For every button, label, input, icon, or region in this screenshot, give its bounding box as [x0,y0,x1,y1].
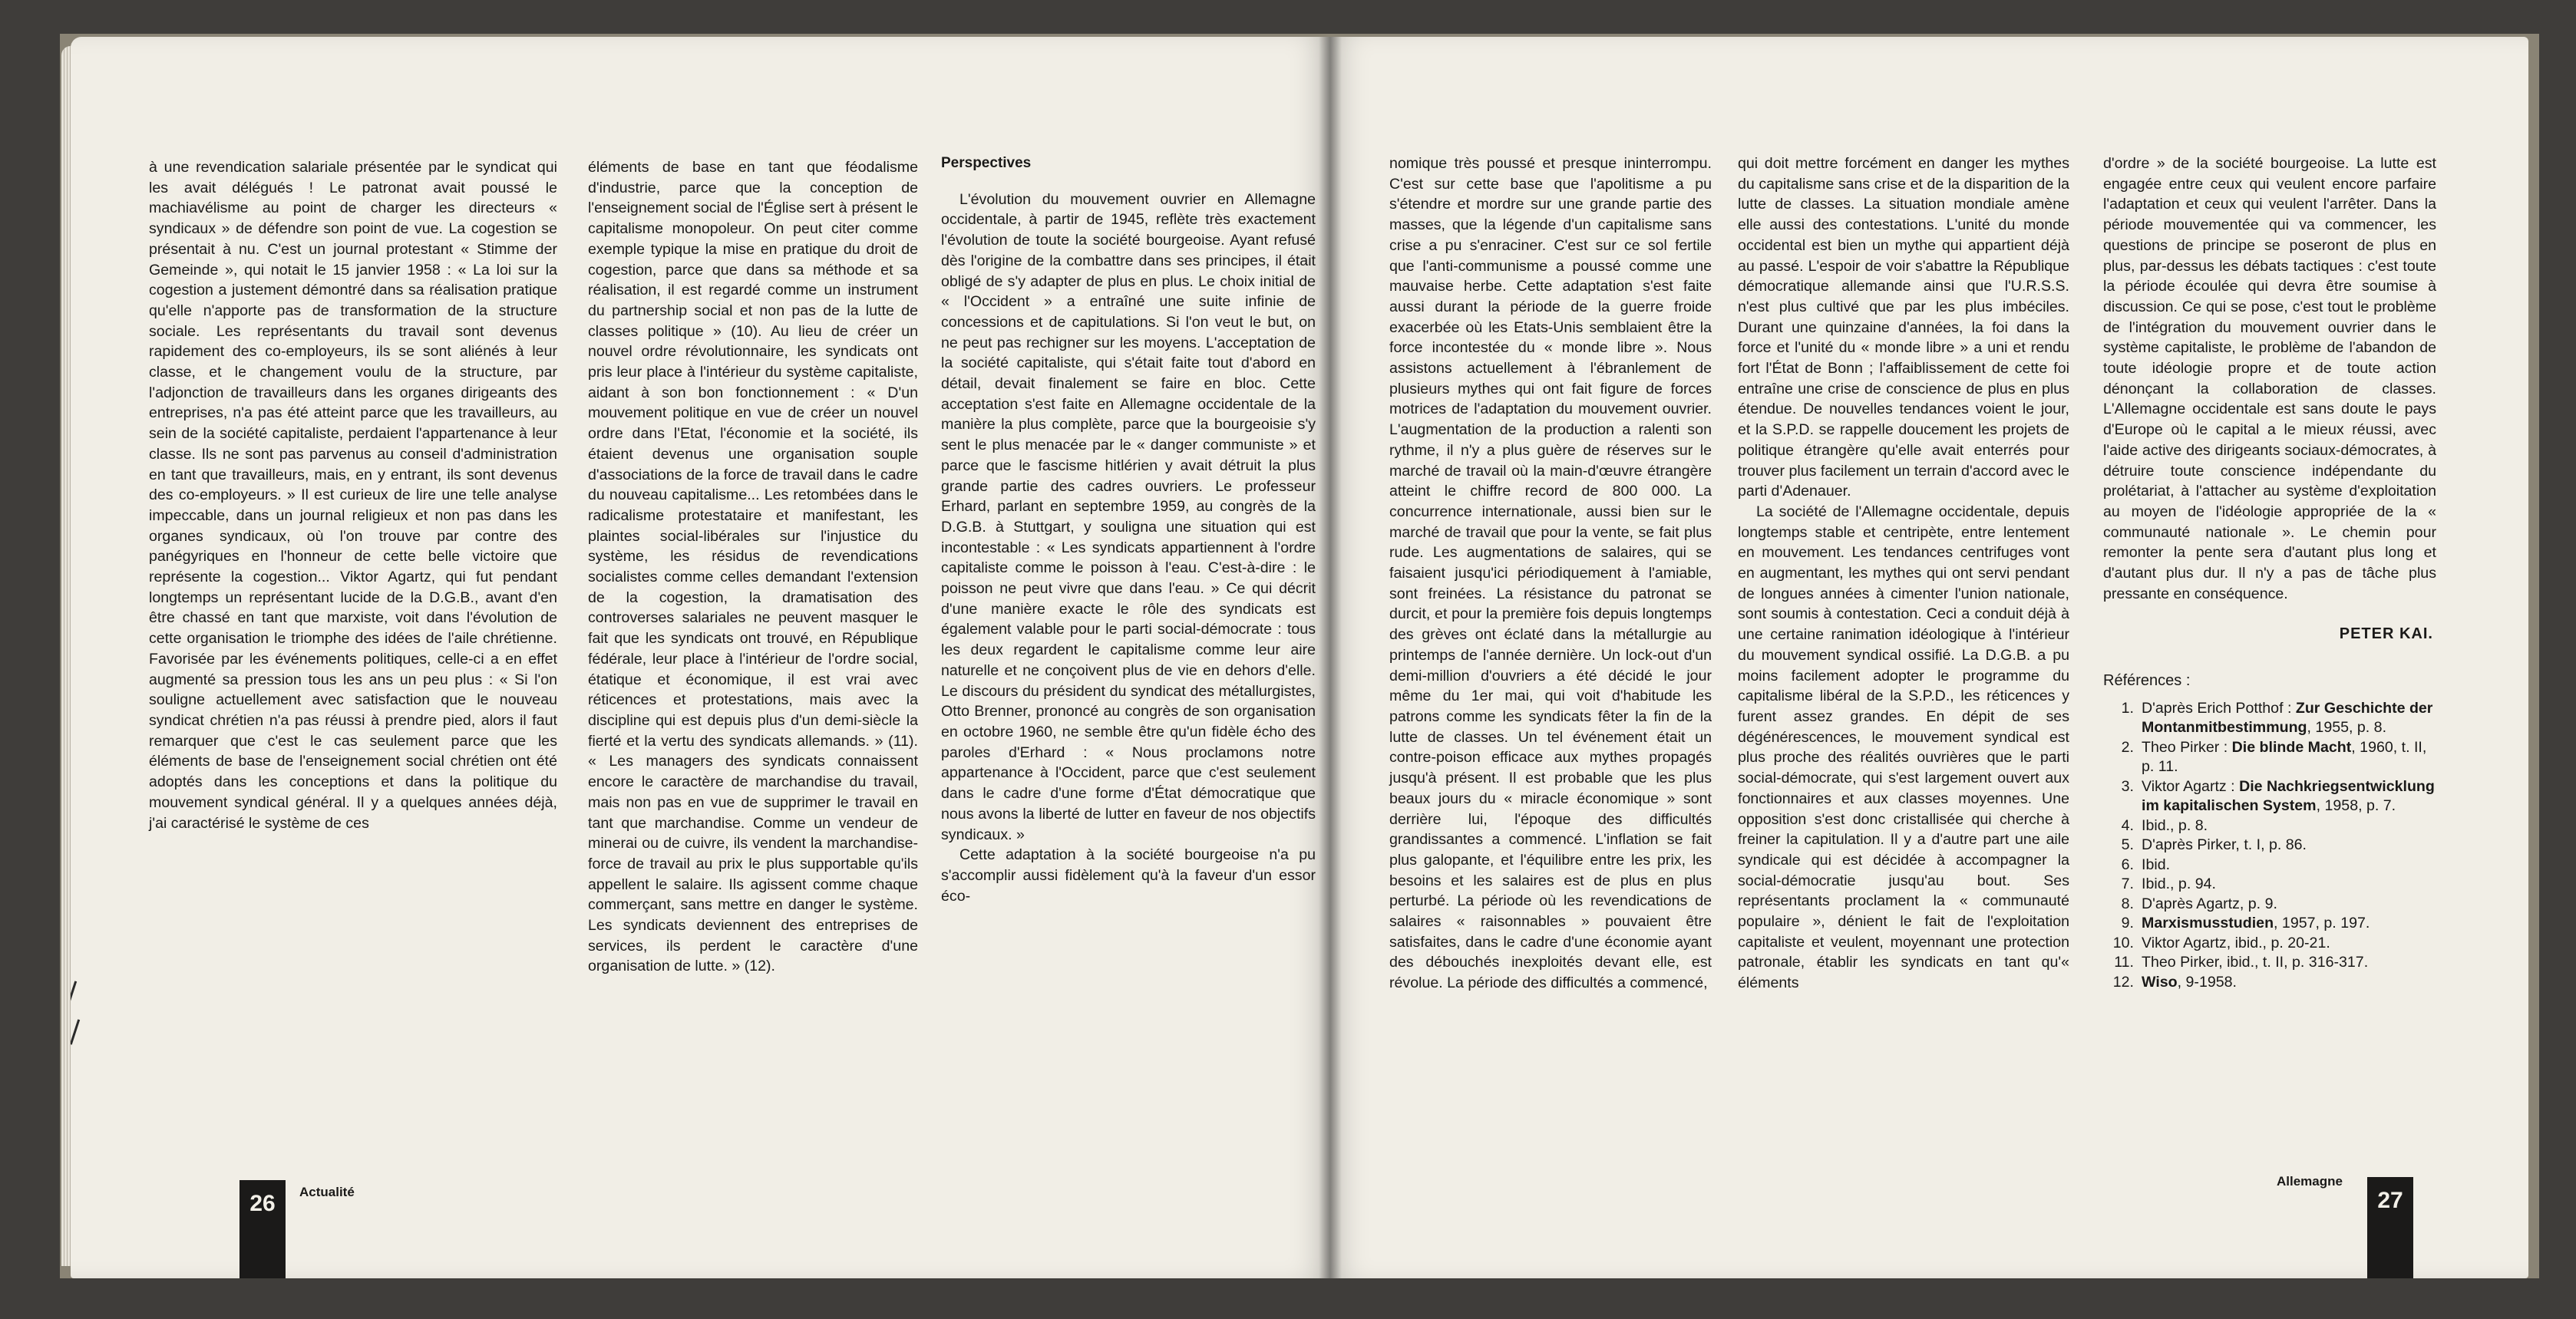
paragraph: La société de l'Allemagne occidentale, depuis longtemps stable et centripète, entre lentement en mouvement. Les tendances centrifuges vont en augmentant, les mythes qui ont servi pendant de longues années à cimenter l'union nationale, sont soumis à contestation. Ceci a conduit déjà à une certaine ranimation idéologique à l'intérieur du mouvement syndical ossifié. La D.G.B. a pu moins facilement adopter le programme du capitalisme libéral de la S.P.D., les réticences y furent assez grandes. En dépit de ses dégénérescences, le mouvement syndical est plus proche des réalités ouvrières que le parti social-démocrate, qui s'est largement ouvert aux fonctionnaires et aux classes moyennes. Une opposition s'est donc cristallisée qui cherche à freiner la capitulation. Il y a d'autre part une aile syndicale qui est décidée à accompagner la social-démocratie jusqu'au bout. Ses représentants proclament la « communauté populaire », dénient le fait de l'exploitation capitaliste et veulent, moyennant une protection patronale, établir les syndicats en tant qu'« éléments [1738,503,2069,992]
author-signature: PETER KAI. [2339,625,2433,643]
reference-item [2103,875,2436,895]
reference-author: Theo Pirker, ibid., t. II, p. 316-317. [2142,954,2369,971]
reference-item [2103,699,2436,738]
reference-details: , 9-1958. [2177,973,2237,991]
section-heading: Perspectives [941,155,1032,171]
reference-number: 10. [2112,934,2134,951]
reference-number: 8. [2121,895,2134,912]
right-column-1 [1389,153,1712,994]
reference-details: , 1957, p. 197. [2274,915,2370,932]
reference-number: 11. [2114,954,2134,971]
reference-author: D'après Erich Potthof : [2142,699,2296,717]
paragraph: d'ordre » de la société bourgeoise. La lutte est engagée entre ceux qui veulent encore parfaire l'adaptation et ceux qui veulent l'arrêter. Dans la période mouvementée qui va commencer, les questions de principe se poseront de plus en plus, par-dessus les débats tactiques : c'est toute la période écoulée qui devra être soumise à discussion. Ce qui se pose, c'est tout le problème de l'intégration du mouvement ouvrier dans le système capitaliste, le problème de l'abandon de toute idéologie propre et de toute action dénonçant la collaboration de classes. L'Allemagne occidentale est sans doute le pays d'Europe où le capital a le mieux réussi, avec l'aide active des dirigeants sociaux-démocrates, à détruire toute conscience indépendante du prolétariat, à l'attacher au système d'exploitation au moyen de l'idéologie appropriée de la « communauté nationale ». Le chemin pour remonter la pente sera d'autant plus long et d'autant plus dur. Il n'y a pas de tâche plus pressante en conséquence. [2103,155,2436,602]
reference-author: Ibid., p. 8. [2142,816,2208,834]
paragraph: Cette adaptation à la société bourgeoise n'a pu s'accomplir aussi fidèlement qu'à la faveur d'un essor éco- [941,846,1316,905]
paragraph: à une revendication salariale présentée par le syndicat qui les avait délégués ! Le patronat avait poussé le machiavélisme au point de charger les directeurs « syndicaux » de défendre son point de vue. La cogestion se présentait à nu. C'est un journal protestant « Stimme der Gemeinde », qui notait le 15 janvier 1958 : « La loi sur la cogestion a justement démontré dans sa réalisation pratique qu'elle n'apporte pas de transformation de la structure sociale. Les représentants du travail sont devenus rapidement des co-employeurs, ils se sont aliénés à leur classe, et le changement voulu de la structure, par l'adjonction de travailleurs dans les organes dirigeants des entreprises, n'a pas été atteint parce que les travailleurs, au sein de la société capitaliste, perdaient l'appartenance à leur classe. Ils ne sont pas parvenus au conseil d'administration en tant que travailleurs, mais, en y entrant, ils sont devenus des co-employeurs. » Il est curieux de lire une telle analyse impeccable, dans un journal religieux et non pas dans les organes syndicaux, où l'on trouve par contre des panégyriques en l'honneur de cette belle victoire que représente la cogestion... Viktor Agartz, qui fut pendant longtemps un représentant lucide de la D.G.B., avant d'en être chassé en tant que marxiste, voit dans l'évolution de cette organisation le triomphe des idées de l'aile chrétienne. Favorisée par les événements politiques, celle-ci a en effet augmenté sa pression tous les ans un peu plus : « Si l'on souligne actuellement avec satisfaction que le nouveau syndicat chrétien n'a pas réussi à prendre pied, alors il faut remarquer que c'est le cas seulement parce que les éléments de base de l'enseignement social chrétien ont été adoptés dans les conceptions et dans la politique du mouvement syndical général. Il y a quelques années déjà, j'ai caractérisé le système de ces [149,159,557,832]
paragraph: L'évolution du mouvement ouvrier en Allemagne occidentale, à partir de 1945, reflète très exactement l'évolution de toute la société bourgeoise. Ayant refusé dès l'origine de la combattre dans ses principes, il était obligé de s'y adapter de plus en plus. Le choix initial de « l'Occident » a entraîné une suite infinie de concessions et de capitulations. Si l'on veut le but, on ne peut pas rechigner sur les moyens. L'acceptation de la société capitaliste, qui s'était faite tout d'abord en détail, devait finalement se faire en bloc. Cette acceptation s'est faite en Allemagne occidentale de la manière la plus complète, parce que la bourgeoisie s'y sent le plus menacée par le « danger communiste » et parce que le fascisme hitlérien y avait détruit la plus grande partie des cadres ouvriers. Le professeur Erhard, parlant en septembre 1959, au congrès de la D.G.B. à Stuttgart, y souligna une situation qui est incontestable : « Les syndicats appartiennent à l'ordre capitaliste comme le poisson à l'eau. C'est-à-dire : le poisson ne peut vivre que dans l'eau. » Ce qui décrit d'une manière exacte le rôle des syndicats est également valable pour le parti social-démocrate : tous les deux regardent le capitalisme comme leur aire naturelle et ne conçoivent plus de vie en dehors d'elle. Le discours du président du syndicat des métallurgistes, Otto Brenner, prononcé au congrès de son organisation en octobre 1960, ne semble être qu'un fidèle écho des paroles d'Erhard : « Nous proclamons notre appartenance à l'Occident, parce que c'est seulement dans le cadre d'une forme d'État démocratique que nous avons la liberté de lutter en faveur de nos objectifs syndicaux. » [941,190,1316,843]
reference-number: 7. [2121,875,2134,893]
reference-number: 2. [2121,738,2134,756]
right-column-3 [2103,153,2436,992]
reference-text [2142,777,2436,816]
reference-item [2103,738,2436,777]
reference-item [2103,816,2436,836]
right-column-2 [1738,153,2069,994]
reference-text [2142,934,2330,954]
reference-item [2103,973,2436,993]
reference-title: Die Nachkriegsentwicklung im kapitalischen System [2142,777,2435,815]
reference-text [2142,699,2436,738]
reference-text [2142,836,2307,856]
reference-author: Ibid. [2142,856,2171,873]
reference-text [2142,953,2368,973]
section-label-left: Actualité [299,1185,355,1199]
reference-details: , 1955, p. 8. [2307,719,2387,737]
page-number-left: 26 [239,1180,286,1278]
reference-item [2103,895,2436,915]
references-title: Références : [2103,672,2191,690]
reference-text [2142,738,2436,777]
reference-author: Ibid., p. 94. [2142,875,2216,893]
left-column-2 [588,157,918,977]
reference-title: Wiso [2142,973,2178,991]
paragraph: nomique très poussé et presque ininterrompu. C'est sur cette base que l'apolitisme a pu s'étendre et mordre sur une grande partie des masses, que la légende d'un capitalisme sans crise a pu s'enraciner. C'est sur ce sol fertile que l'anti-communisme a poussé comme une mauvaise herbe. Cette adaptation s'est faite aussi durant la période de la guerre froide exacerbée où les Etats-Unis semblaient être la force incontestée du « monde libre ». Nous assistons actuellement à l'ébranlement de plusieurs mythes qui ont fait figure de forces motrices de l'adaptation du mouvement ouvrier. L'augmentation de la production a ralenti son rythme, il n'y a plus guère de réserves sur le marché de travail où la main-d'œuvre étrangère atteint le chiffre record de 800 000. La concurrence internationale, aussi bien sur le marché de travail que pour la vente, se fait plus rude. Les augmentations de salaires, qui se faisaient jusqu'ici périodiquement à l'amiable, sont freinées. La résistance du patronat se durcit, et pour la première fois depuis longtemps des grèves ont éclaté dans la métallurgie au printemps de l'année dernière. Un lock-out d'un demi-million d'ouvriers a été décidé le jour même du 1er mai, qui voit d'habitude les patrons comme les syndicats fêter la fin de la lutte de classes. Un tel événement était un contre-poison efficace aux mythes propagés jusqu'à présent. Il est probable que les plus beaux jours du « miracle économique » sont derrière lui, l'époque des difficultés grandissantes a commencé. L'inflation se fait plus galopante, et l'équilibre entre les prix, les besoins et les salaires est de plus en plus perturbé. La période où les revendications de salaires « raisonnables » pouvaient être satisfaites, dans le cadre d'une économie ayant des débouchés inexploités devant elle, est révolue. La période des difficultés a commencé, [1389,155,1712,992]
reference-number: 12. [2112,973,2134,991]
reference-number: 5. [2121,836,2134,854]
reference-item [2103,856,2436,875]
references-list [2103,699,2436,993]
reference-text [2142,895,2277,915]
reference-details: , 1960, t. II, p. 11. [2142,738,2427,776]
reference-author: Theo Pirker : [2142,738,2232,756]
reference-author: D'après Pirker, t. I, p. 86. [2142,836,2307,854]
reference-item [2103,953,2436,973]
reference-text [2142,914,2370,934]
section-label-right: Allemagne [2277,1174,2343,1189]
reference-title: Marxismusstudien [2142,915,2274,932]
reference-author: Viktor Agartz, ibid., p. 20-21. [2142,934,2330,951]
reference-number: 4. [2121,816,2134,834]
reference-number: 9. [2121,915,2134,932]
paragraph: éléments de base en tant que féodalisme d'industrie, parce que la conception de l'enseignement social de l'Église sert à présent le capitalisme monopoleur. On peut citer comme exemple typique la mise en pratique du droit de cogestion, parce que dans sa méthode et sa réalisation, il est regardé comme un instrument du partnership social et non pas de la lutte de classes politique » (10). Au lieu de créer un nouvel ordre révolutionnaire, les syndicats ont pris leur place à l'intérieur du système capitaliste, aidant à son bon fonctionnement : « D'un mouvement politique en vue de créer un nouvel ordre dans l'Etat, l'économie et la société, ils étaient devenus une organisation souple d'associations de la force de travail dans le cadre du nouveau capitalisme... Les retombées dans le radicalisme protestataire et manifestant, les plaintes social-libérales sur l'injustice du système, les résidus de revendications socialistes comme celles demandant l'extension de la cogestion, la dramatisation des controverses salariales ne peuvent masquer le fait que les syndicats ont trouvé, en République fédérale, leur place à l'intérieur de l'ordre social, étatique et économique, il est vrai avec réticences et protestations, mais avec la discipline qui est depuis plus d'un demi-siècle la fierté et la vertu des syndicats allemands. » (11). « Les managers des syndicats connaissent encore le caractère de marchandise du travail, mais non pas en vue de supprimer le travail en tant que marchandise. Comme un vendeur de minerai ou de cuivre, ils vendent la marchandise-force de travail au prix le plus supportable qu'ils appellent le salaire. Ils agissent comme chaque commerçant, sans mettre en danger le système. Les syndicats deviennent des entreprises de services, ils perdent le caractère d'une organisation de lutte. » (12). [588,159,918,975]
reference-text [2142,973,2237,993]
left-column-3 [941,153,1316,906]
reference-title: Die blinde Macht [2231,738,2352,756]
reference-text [2142,856,2170,875]
reference-title: Zur Geschichte der Montanmitbestimmung [2142,699,2433,737]
paragraph: qui doit mettre forcément en danger les mythes du capitalisme sans crise et de la disparition de la lutte de classes. La situation mondiale amène elle aussi des contestations. L'unité du monde occidental est bien un mythe qui appartient déjà au passé. L'espoir de voir s'abattre la République démocratique allemande ainsi que l'U.R.S.S. n'est plus cultivé que par les plus imbéciles. Durant une quinzaine d'années, la foi dans la force et l'unité du « monde libre » a uni et rendu fort l'État de Bonn ; l'affaiblissement de cette foi entraîne une crise de conscience de plus en plus étendue. De nouvelles tendances voient le jour, et la S.P.D. se rappelle doucement les projets de politique étrangère qu'elle avait enterrés pour trouver plus facilement un terrain d'accord avec le parti d'Adenauer. [1738,155,2069,500]
margin-mark [71,1019,80,1044]
reference-text [2142,816,2208,836]
reference-item [2103,914,2436,934]
reference-author: D'après Agartz, p. 9. [2142,895,2277,912]
reference-item [2103,934,2436,954]
reference-item [2103,836,2436,856]
reference-author: Viktor Agartz : [2142,777,2240,795]
reference-text [2142,875,2216,895]
spine-gutter [1319,37,1342,1278]
reference-number: 1. [2121,699,2134,717]
page-number-right: 27 [2367,1177,2413,1278]
margin-mark [71,981,77,1006]
reference-number: 6. [2121,856,2134,873]
reference-item [2103,777,2436,816]
reference-details: , 1958, p. 7. [2316,797,2396,815]
reference-number: 3. [2121,777,2134,795]
left-column-1 [149,157,557,833]
